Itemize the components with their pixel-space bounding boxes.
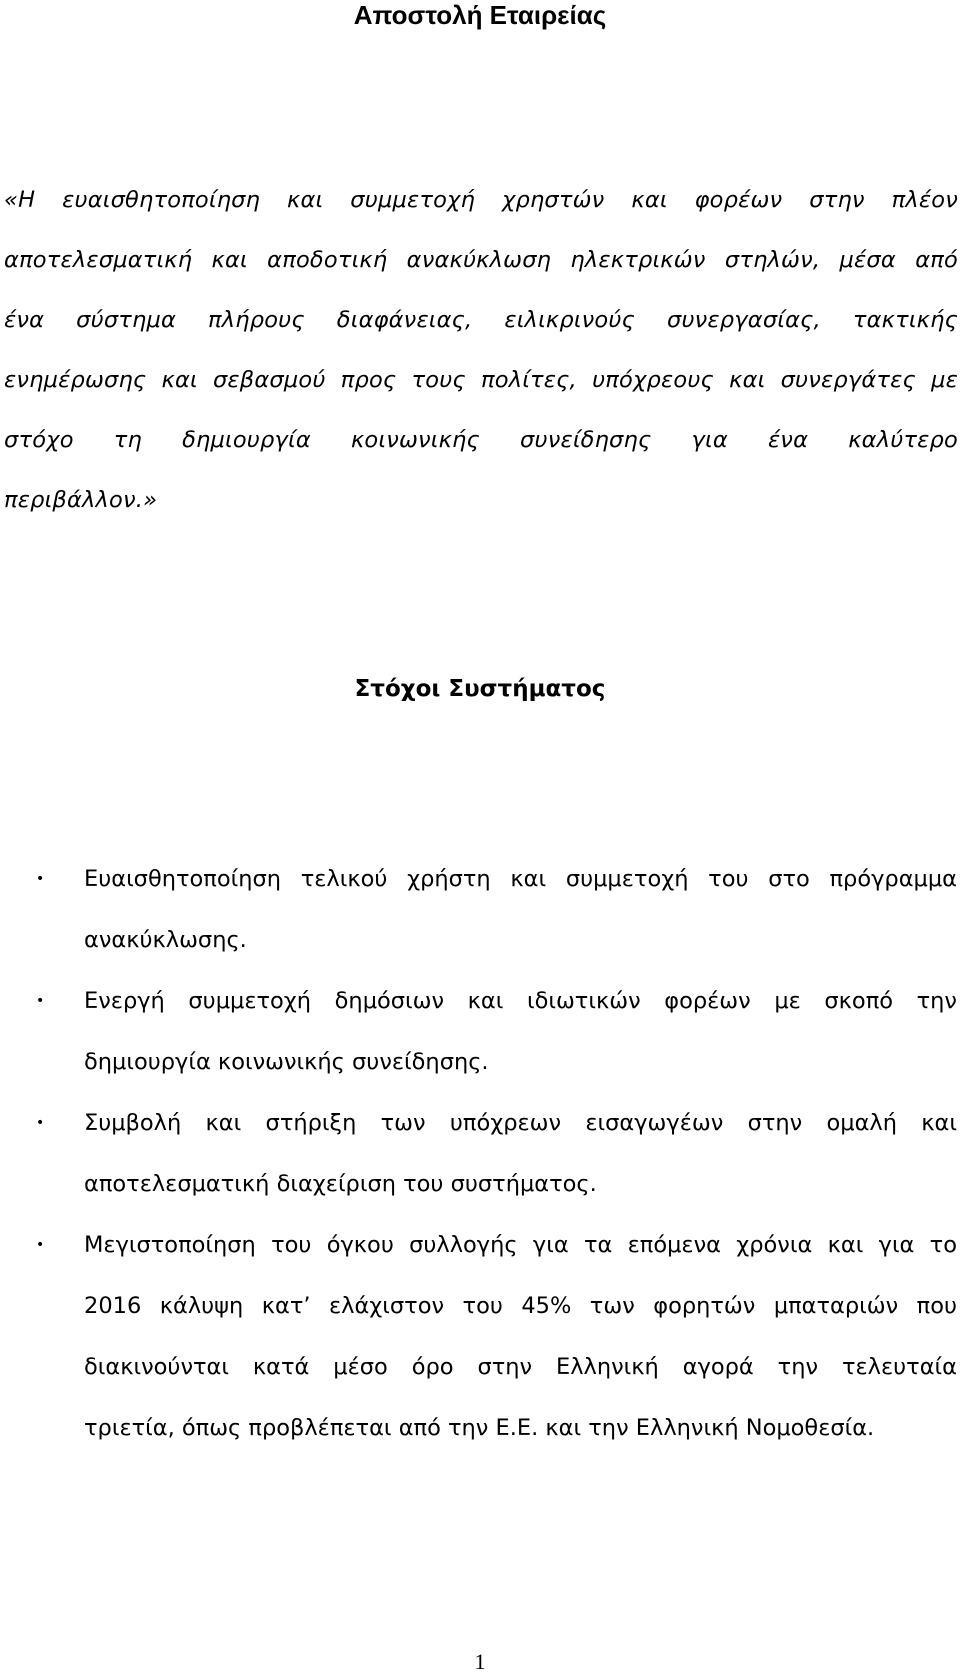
goal-text [84, 1215, 957, 1459]
mission-line: περιβάλλον.» [4, 487, 158, 513]
goal-line: τριετία, όπως προβλέπεται από την Ε.Ε. και την Ελληνική Νομοθεσία. [84, 1415, 875, 1441]
mission-statement [4, 170, 958, 530]
goal-line: 2016 κάλυψη κατ’ ελάχιστον του 45% των φορητών μπαταριών που [84, 1293, 957, 1319]
goal-line: Ενεργή συμμετοχή δημόσιων και ιδιωτικών φορέων με σκοπό την [84, 988, 957, 1014]
page-title: Αποστολή Εταιρείας [353, 0, 607, 30]
goal-text [84, 1093, 957, 1215]
goal-item [0, 1093, 960, 1215]
goal-line: ανακύκλωσης. [84, 927, 247, 953]
bullet-icon: • [36, 1237, 45, 1253]
goal-line: Μεγιστοποίηση του όγκου συλλογής για τα επόμενα χρόνια και για το [84, 1232, 957, 1258]
goals-heading: Στόχοι Συστήματος [354, 676, 606, 702]
goal-line: Ευαισθητοποίηση τελικού χρήστη και συμμετοχή του στο πρόγραμμα [84, 866, 957, 892]
goal-item [0, 1215, 960, 1459]
bullet-icon: • [36, 871, 45, 887]
goal-item [0, 849, 960, 971]
mission-line: «Η ευαισθητοποίηση και συμμετοχή χρηστών και φορέων στην πλέον [4, 187, 958, 213]
goal-text [84, 849, 957, 971]
mission-line: στόχο τη δημιουργία κοινωνικής συνείδησης για ένα καλύτερο [4, 427, 958, 453]
goal-item [0, 971, 960, 1093]
mission-line: ενημέρωσης και σεβασμού προς τους πολίτες, υπόχρεους και συνεργάτες με [4, 367, 958, 393]
goal-line: δημιουργία κοινωνικής συνείδησης. [84, 1049, 489, 1075]
bullet-icon: • [36, 1115, 45, 1131]
mission-line: αποτελεσματική και αποδοτική ανακύκλωση ηλεκτρικών στηλών, μέσα από [4, 247, 958, 273]
goal-line: αποτελεσματική διαχείριση του συστήματος. [84, 1171, 597, 1197]
goals-list [0, 849, 960, 1459]
goal-line: Συμβολή και στήριξη των υπόχρεων εισαγωγέων στην ομαλή και [84, 1110, 957, 1136]
page-number: 1 [474, 1649, 486, 1674]
goal-line: διακινούνται κατά μέσο όρο στην Ελληνική αγορά την τελευταία [84, 1354, 957, 1380]
mission-line: ένα σύστημα πλήρους διαφάνειας, ειλικρινούς συνεργασίας, τακτικής [4, 307, 958, 333]
goal-text [84, 971, 957, 1093]
bullet-icon: • [36, 993, 45, 1009]
